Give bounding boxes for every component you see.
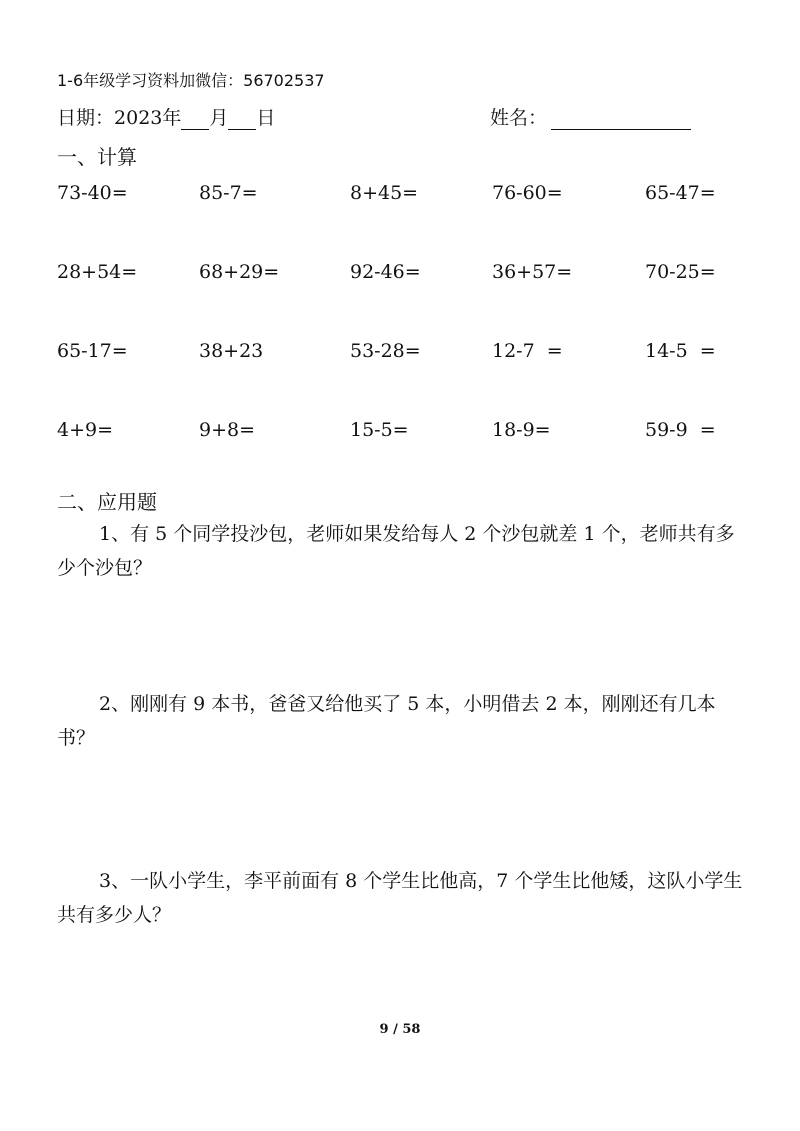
calc-row (57, 261, 757, 340)
date-year: 2023 (114, 107, 163, 129)
calc-problem: 70-25= (645, 261, 716, 283)
calc-problem: 65-47= (645, 182, 716, 204)
calc-problem: 4+9= (57, 419, 114, 441)
month-blank (181, 111, 209, 130)
word-problem-3: 3、一队小学生，李平前面有 8 个学生比他高，7 个学生比他矮，这队小学生共有多少人？ (57, 870, 743, 926)
calc-problem: 65-17= (57, 340, 128, 362)
name-label: 姓名： (490, 107, 548, 129)
date-month: 月 (209, 107, 229, 129)
word-problem-2: 2、刚刚有 9 本书，爸爸又给他买了 5 本，小明借去 2 本，刚刚还有几本书？ (57, 693, 716, 749)
day-blank (228, 111, 256, 130)
name-blank (551, 111, 691, 130)
calc-row (57, 340, 757, 419)
calc-problem: 73-40= (57, 182, 128, 204)
calc-problem: 38+23 (199, 340, 264, 362)
page-number: 9 / 58 (379, 1022, 421, 1037)
calc-problem: 59-9 = (645, 419, 716, 441)
date-year-suffix: 年 (162, 107, 182, 129)
calc-problem: 15-5= (350, 419, 409, 441)
date-day: 日 (256, 107, 276, 129)
calc-problem: 12-7 = (492, 340, 563, 362)
calc-row (57, 419, 757, 498)
header-note: 1-6年级学习资料加微信：56702537 (57, 71, 325, 90)
section-title-word-problems: 二、应用题 (57, 490, 157, 514)
calculation-grid (57, 182, 757, 498)
word-problem-1: 1、有 5 个同学投沙包，老师如果发给每人 2 个沙包就差 1 个，老师共有多少个沙包？ (57, 523, 735, 579)
section-title-calculation: 一、计算 (57, 145, 137, 169)
date-line (57, 103, 275, 130)
calc-problem: 76-60= (492, 182, 563, 204)
date-label: 日期： (57, 107, 115, 129)
calc-problem: 53-28= (350, 340, 421, 362)
calc-problem: 8+45= (350, 182, 419, 204)
calc-problem: 14-5 = (645, 340, 716, 362)
name-line (490, 103, 691, 130)
calc-problem: 9+8= (199, 419, 256, 441)
calc-problem: 18-9= (492, 419, 551, 441)
calc-problem: 68+29= (199, 261, 280, 283)
calc-problem: 36+57= (492, 261, 573, 283)
calc-problem: 85-7= (199, 182, 258, 204)
calc-problem: 92-46= (350, 261, 421, 283)
calc-problem: 28+54= (57, 261, 138, 283)
calc-row (57, 182, 757, 261)
